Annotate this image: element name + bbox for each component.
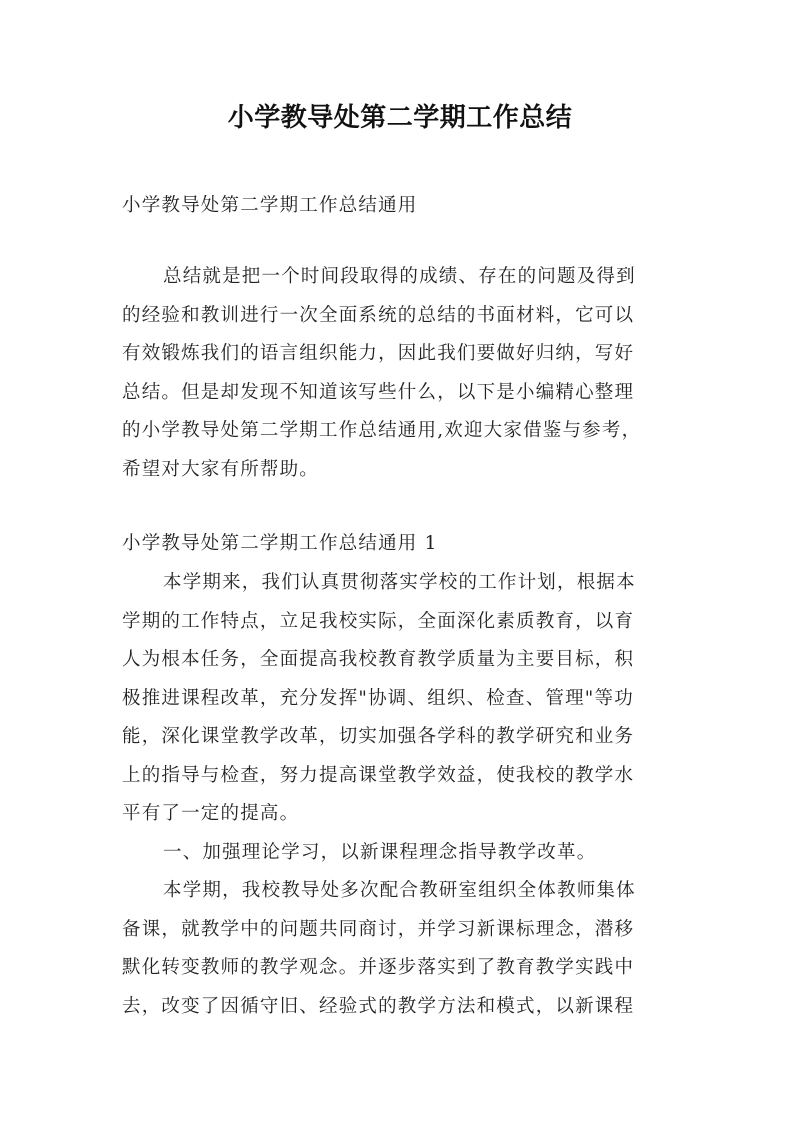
paragraph-line: 学期的工作特点，立足我校实际，全面深化素质教育，以育 [122, 610, 635, 632]
section-heading-line: 小学教导处第二学期工作总结通用 1 [122, 533, 438, 554]
paragraph-line: 平有了一定的提高。 [122, 803, 300, 824]
subtitle-line: 小学教导处第二学期工作总结通用 [122, 195, 418, 216]
paragraph-line: 上的指导与检查，努力提高课堂教学效益，使我校的教学水 [122, 764, 635, 786]
paragraph-line: 本学期，我校教导处多次配合教研室组织全体教师集体 [163, 880, 636, 901]
paragraph-line: 默化转变教师的教学观念。并逐步落实到了教育教学实践中 [122, 957, 635, 978]
intro-line: 的小学教导处第二学期工作总结通用,欢迎大家借鉴与参考， [122, 420, 642, 441]
intro-line: 总结。但是却发现不知道该写些什么，以下是小编精心整理 [122, 381, 635, 403]
paragraph-line: 去，改变了因循守旧、经验式的教学方法和模式，以新课程 [122, 995, 635, 1017]
intro-line: 希望对大家有所帮助。 [122, 458, 320, 480]
intro-line: 总结就是把一个时间段取得的成绩、存在的问题及得到 [163, 266, 636, 287]
section-paragraph [122, 564, 682, 1026]
paragraph-line: 本学期来，我们认真贯彻落实学校的工作计划，根据本 [163, 572, 636, 593]
document-title: 小学教导处第二学期工作总结 [227, 103, 573, 133]
intro-line: 的经验和教训进行一次全面系统的总结的书面材料，它可以 [122, 304, 635, 326]
document-subtitle [122, 187, 682, 226]
paragraph-line: 人为根本任务，全面提高我校教育教学质量为主要目标，积 [122, 649, 635, 670]
paragraph-line: 极推进课程改革，充分发挥"协调、组织、检查、管理"等功 [122, 687, 634, 709]
section-heading [122, 525, 682, 564]
intro-line: 有效锻炼我们的语言组织能力，因此我们要做好归纳，写好 [122, 343, 635, 364]
paragraph-line: 备课，就教学中的问题共同商讨，并学习新课标理念，潜移 [122, 918, 635, 940]
point-heading: 一、加强理论学习，以新课程理念指导教学改革。 [163, 841, 597, 863]
paragraph-line: 能，深化课堂教学改革，切实加强各学科的教学研究和业务 [122, 726, 635, 747]
intro-paragraph [122, 258, 682, 489]
